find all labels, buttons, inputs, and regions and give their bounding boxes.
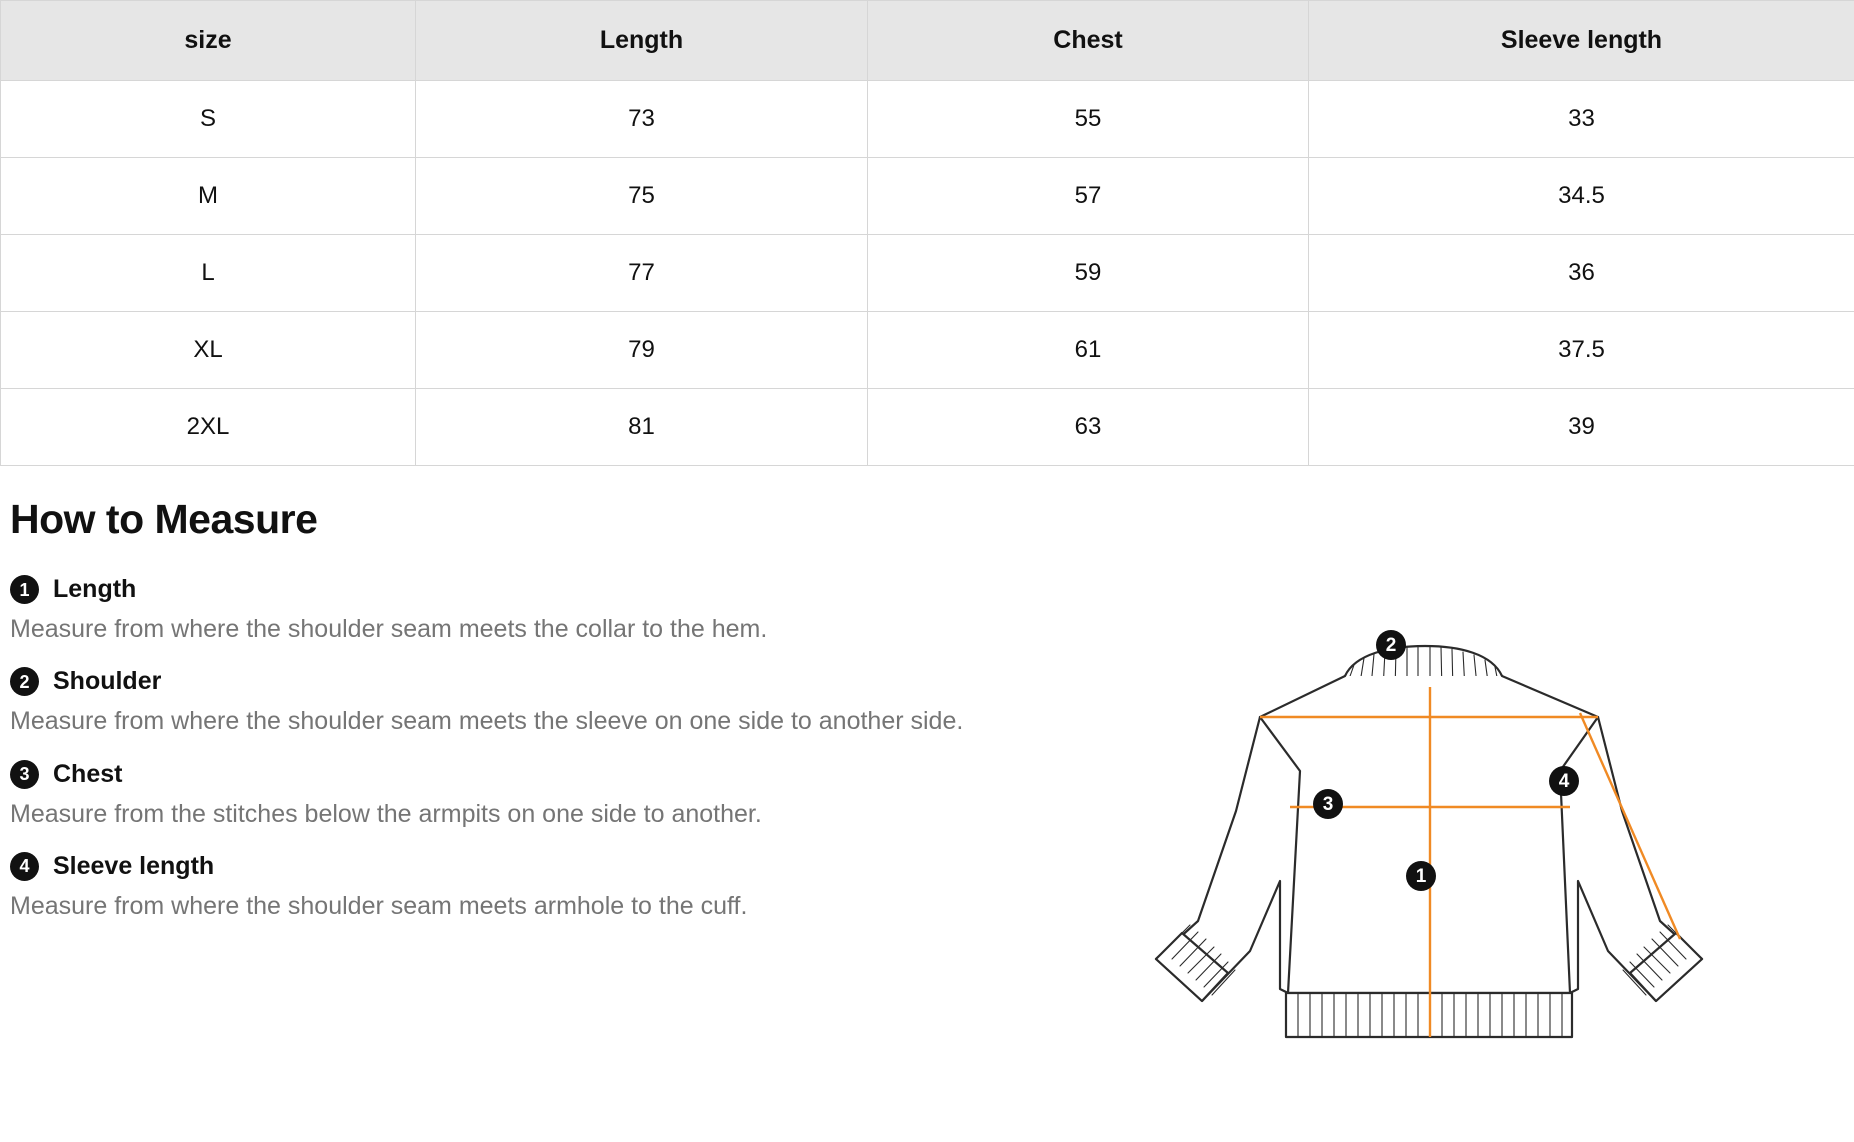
step-label: Sleeve length: [53, 851, 215, 880]
cell-size: M: [1, 158, 416, 235]
table-row: [1, 158, 1854, 235]
table-row: [1, 235, 1854, 312]
cell-chest: 59: [868, 235, 1309, 312]
marker-4: 4: [1549, 766, 1579, 796]
step-description: Measure from the stitches below the armpits on one side to another.: [10, 799, 762, 828]
step-number-badge-icon: 3: [10, 760, 39, 789]
step-label: Length: [53, 575, 137, 603]
column-header-chest: Chest: [868, 1, 1309, 81]
column-header-sleeve-length: Sleeve length: [1309, 1, 1854, 81]
how-to-measure-title: How to Measure: [10, 496, 318, 542]
marker-2: 2: [1376, 630, 1406, 660]
step-label: Chest: [53, 759, 123, 788]
cell-sleeve-length: 33: [1309, 81, 1854, 158]
cell-chest: 61: [868, 312, 1309, 389]
column-header-length: Length: [416, 1, 868, 81]
step-description: Measure from where the shoulder seam meets the collar to the hem.: [10, 615, 768, 643]
how-to-measure-content: [0, 561, 1854, 1041]
cell-size: XL: [1, 312, 416, 389]
table-row: [1, 389, 1854, 466]
cell-length: 79: [416, 312, 868, 389]
measure-step-length: [10, 575, 1140, 604]
measure-step-shoulder: [10, 667, 1140, 696]
cell-chest: 55: [868, 81, 1309, 158]
cell-sleeve-length: 37.5: [1309, 312, 1854, 389]
cell-chest: 63: [868, 389, 1309, 466]
table-header-row: [1, 1, 1854, 81]
cell-length: 73: [416, 81, 868, 158]
measure-steps-list: [0, 561, 1140, 944]
cell-size: S: [1, 81, 416, 158]
step-number-badge-icon: 4: [10, 852, 39, 881]
cell-size: 2XL: [1, 389, 416, 466]
step-description: Measure from where the shoulder seam meets armhole to the cuff.: [10, 891, 748, 920]
cell-length: 77: [416, 235, 868, 312]
step-description: Measure from where the shoulder seam meets the sleeve on one side to another side.: [10, 707, 964, 736]
cell-sleeve-length: 34.5: [1309, 158, 1854, 235]
step-number-badge-icon: 2: [10, 667, 39, 696]
cell-sleeve-length: 39: [1309, 389, 1854, 466]
cell-sleeve-length: 36: [1309, 235, 1854, 312]
marker-1: 1: [1406, 861, 1436, 891]
sweatshirt-illustration-icon: [1140, 621, 1760, 1041]
cell-size: L: [1, 235, 416, 312]
table-row: [1, 312, 1854, 389]
step-number-badge-icon: 1: [10, 575, 39, 604]
column-header-size: size: [1, 1, 416, 81]
cell-chest: 57: [868, 158, 1309, 235]
garment-diagram: [1140, 621, 1854, 1041]
marker-3: 3: [1313, 789, 1343, 819]
step-label: Shoulder: [53, 667, 162, 696]
size-chart-table: [0, 0, 1854, 466]
cell-length: 75: [416, 158, 868, 235]
table-row: [1, 81, 1854, 158]
measure-step-sleeve-length: [10, 852, 1140, 881]
cell-length: 81: [416, 389, 868, 466]
measure-step-chest: [10, 760, 1140, 789]
